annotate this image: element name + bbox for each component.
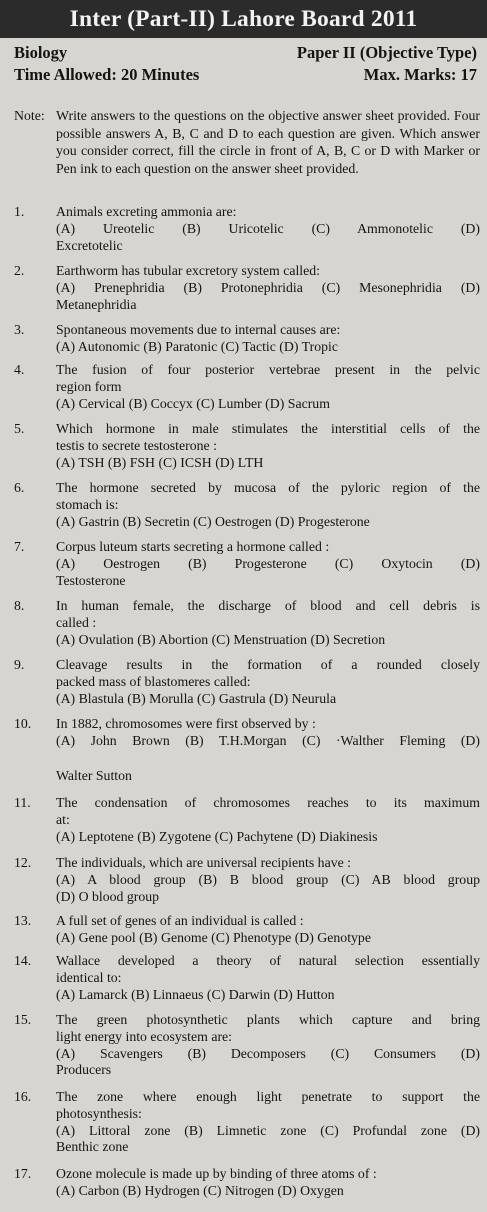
question-options: (A) Leptotene (B) Zygotene (C) Pachytene (D) Diakinesis xyxy=(56,828,378,844)
question-options-cont: Excretotelic xyxy=(56,237,123,253)
question-number: 10. xyxy=(14,716,32,731)
question-text-cont: identical to: xyxy=(56,969,122,985)
question-options: (A) Autonomic (B) Paratonic (C) Tactic (D) Tropic xyxy=(56,338,338,354)
question-item xyxy=(14,953,480,1003)
paper-label: Paper II (Objective Type) xyxy=(296,43,477,62)
question-item xyxy=(14,913,480,947)
question-text: The hormone secreted by mucosa of the pyloric region of the xyxy=(56,480,480,495)
instructions-note xyxy=(14,107,480,177)
question-item xyxy=(14,204,480,254)
question-text: In human female, the discharge of blood and cell debris is xyxy=(56,598,480,613)
banner-title: Inter (Part-II) Lahore Board 2011 xyxy=(69,5,418,32)
question-number: 14. xyxy=(14,953,32,968)
note-label: Note: xyxy=(14,108,45,123)
question-text: Cleavage results in the formation of a rounded closely xyxy=(56,657,480,672)
question-text-cont: photosynthesis: xyxy=(56,1105,142,1121)
title-banner xyxy=(0,0,487,38)
max-marks: Max. Marks: 17 xyxy=(363,65,477,84)
question-options: (A) TSH (B) FSH (C) ICSH (D) LTH xyxy=(56,454,264,470)
subject-label: Biology xyxy=(14,43,68,62)
time-allowed: Time Allowed: 20 Minutes xyxy=(14,65,200,84)
question-text: Which hormone in male stimulates the interstitial cells of the xyxy=(56,421,480,436)
question-options: (A) Ovulation (B) Abortion (C) Menstruation (D) Secretion xyxy=(56,631,386,647)
question-options: (A) Prenephridia (B) Protonephridia (C) Mesonephridia (D) xyxy=(56,279,480,295)
question-options: (A) Gene pool (B) Genome (C) Phenotype (D) Genotype xyxy=(56,929,371,945)
question-number: 17. xyxy=(14,1166,32,1181)
question-item xyxy=(14,322,480,356)
question-options: (A) Blastula (B) Morulla (C) Gastrula (D) Neurula xyxy=(56,690,337,706)
question-options: (A) A blood group (B) B blood group (C) AB blood group xyxy=(56,871,480,887)
question-text-cont: stomach is: xyxy=(56,496,119,512)
question-number: 15. xyxy=(14,1012,32,1027)
question-number: 9. xyxy=(14,657,25,672)
question-options-cont: Benthic zone xyxy=(56,1139,129,1155)
question-options: (A) Scavengers (B) Decomposers (C) Consumers (D) xyxy=(56,1045,480,1061)
question-item xyxy=(14,598,480,648)
question-number: 7. xyxy=(14,539,25,554)
question-item xyxy=(14,1089,480,1156)
question-item xyxy=(14,1012,480,1079)
question-text: The zone where enough light penetrate to support the xyxy=(56,1089,480,1104)
question-number: 13. xyxy=(14,913,32,928)
question-text-cont: testis to secrete testosterone : xyxy=(56,437,217,453)
question-number: 2. xyxy=(14,263,25,278)
question-number: 11. xyxy=(14,795,31,810)
question-text-cont: packed mass of blastomeres called: xyxy=(56,673,251,689)
question-number: 16. xyxy=(14,1089,32,1104)
question-options-cont: Producers xyxy=(56,1062,112,1078)
question-text: The individuals, which are universal recipients have : xyxy=(56,855,352,870)
question-options: (A) Carbon (B) Hydrogen (C) Nitrogen (D) Oxygen xyxy=(56,1182,344,1198)
question-text-cont: called : xyxy=(56,614,97,630)
question-text: The fusion of four posterior vertebrae present in the pelvic xyxy=(56,362,480,377)
question-number: 12. xyxy=(14,855,32,870)
question-number: 1. xyxy=(14,204,25,219)
question-text-cont: at: xyxy=(56,811,70,827)
question-options: (A) John Brown (B) T.H.Morgan (C) ·Walther Fleming (D) xyxy=(56,732,480,748)
question-item xyxy=(14,1166,480,1200)
question-options: (A) Gastrin (B) Secretin (C) Oestrogen (D) Progesterone xyxy=(56,513,370,529)
question-item xyxy=(14,480,480,530)
question-options: (A) Ureotelic (B) Uricotelic (C) Ammonotelic (D) xyxy=(56,220,480,236)
question-text: Ozone molecule is made up by binding of three atoms of : xyxy=(56,1166,377,1181)
question-options-cont: (D) O blood group xyxy=(56,888,160,904)
question-options-cont: Walter Sutton xyxy=(56,767,132,783)
question-item xyxy=(14,421,480,471)
question-number: 4. xyxy=(14,362,25,377)
question-number: 3. xyxy=(14,322,25,337)
question-options-cont: Testosterone xyxy=(56,572,126,588)
question-item xyxy=(14,657,480,707)
question-item xyxy=(14,539,480,589)
question-number: 5. xyxy=(14,421,25,436)
question-item xyxy=(14,716,480,784)
question-text: In 1882, chromosomes were first observed by : xyxy=(56,716,316,731)
question-options: (A) Oestrogen (B) Progesterone (C) Oxytocin (D) xyxy=(56,555,480,571)
question-item xyxy=(14,362,480,412)
header-row-2 xyxy=(14,65,477,85)
question-text: Corpus luteum starts secreting a hormone called : xyxy=(56,539,330,554)
question-options: (A) Cervical (B) Coccyx (C) Lumber (D) Sacrum xyxy=(56,395,330,411)
question-item xyxy=(14,795,480,845)
question-text: Animals excreting ammonia are: xyxy=(56,204,237,219)
question-item xyxy=(14,263,480,313)
question-options: (A) Lamarck (B) Linnaeus (C) Darwin (D) Hutton xyxy=(56,986,335,1002)
question-options-cont: Metanephridia xyxy=(56,296,137,312)
question-number: 8. xyxy=(14,598,25,613)
question-text-cont: region form xyxy=(56,378,122,394)
question-text: The green photosynthetic plants which capture and bring xyxy=(56,1012,480,1027)
note-text: Write answers to the questions on the objective answer sheet provided. Four possible answers A, B, C and D to each question are given. Which answer you consider correct, fill the circle in front of A, B, C or D with Marker or Pen ink to each question on the answer sheet provided. xyxy=(56,108,480,176)
question-number: 6. xyxy=(14,480,25,495)
question-text: Spontaneous movements due to internal causes are: xyxy=(56,322,341,337)
question-options: (A) Littoral zone (B) Limnetic zone (C) Profundal zone (D) xyxy=(56,1122,480,1138)
question-item xyxy=(14,855,480,905)
header-row-1 xyxy=(14,43,477,63)
question-text: A full set of genes of an individual is called : xyxy=(56,913,304,928)
question-text-cont: light energy into ecosystem are: xyxy=(56,1028,232,1044)
question-text: The condensation of chromosomes reaches to its maximum xyxy=(56,795,480,810)
question-text: Earthworm has tubular excretory system called: xyxy=(56,263,320,278)
question-text: Wallace developed a theory of natural selection essentially xyxy=(56,953,480,968)
